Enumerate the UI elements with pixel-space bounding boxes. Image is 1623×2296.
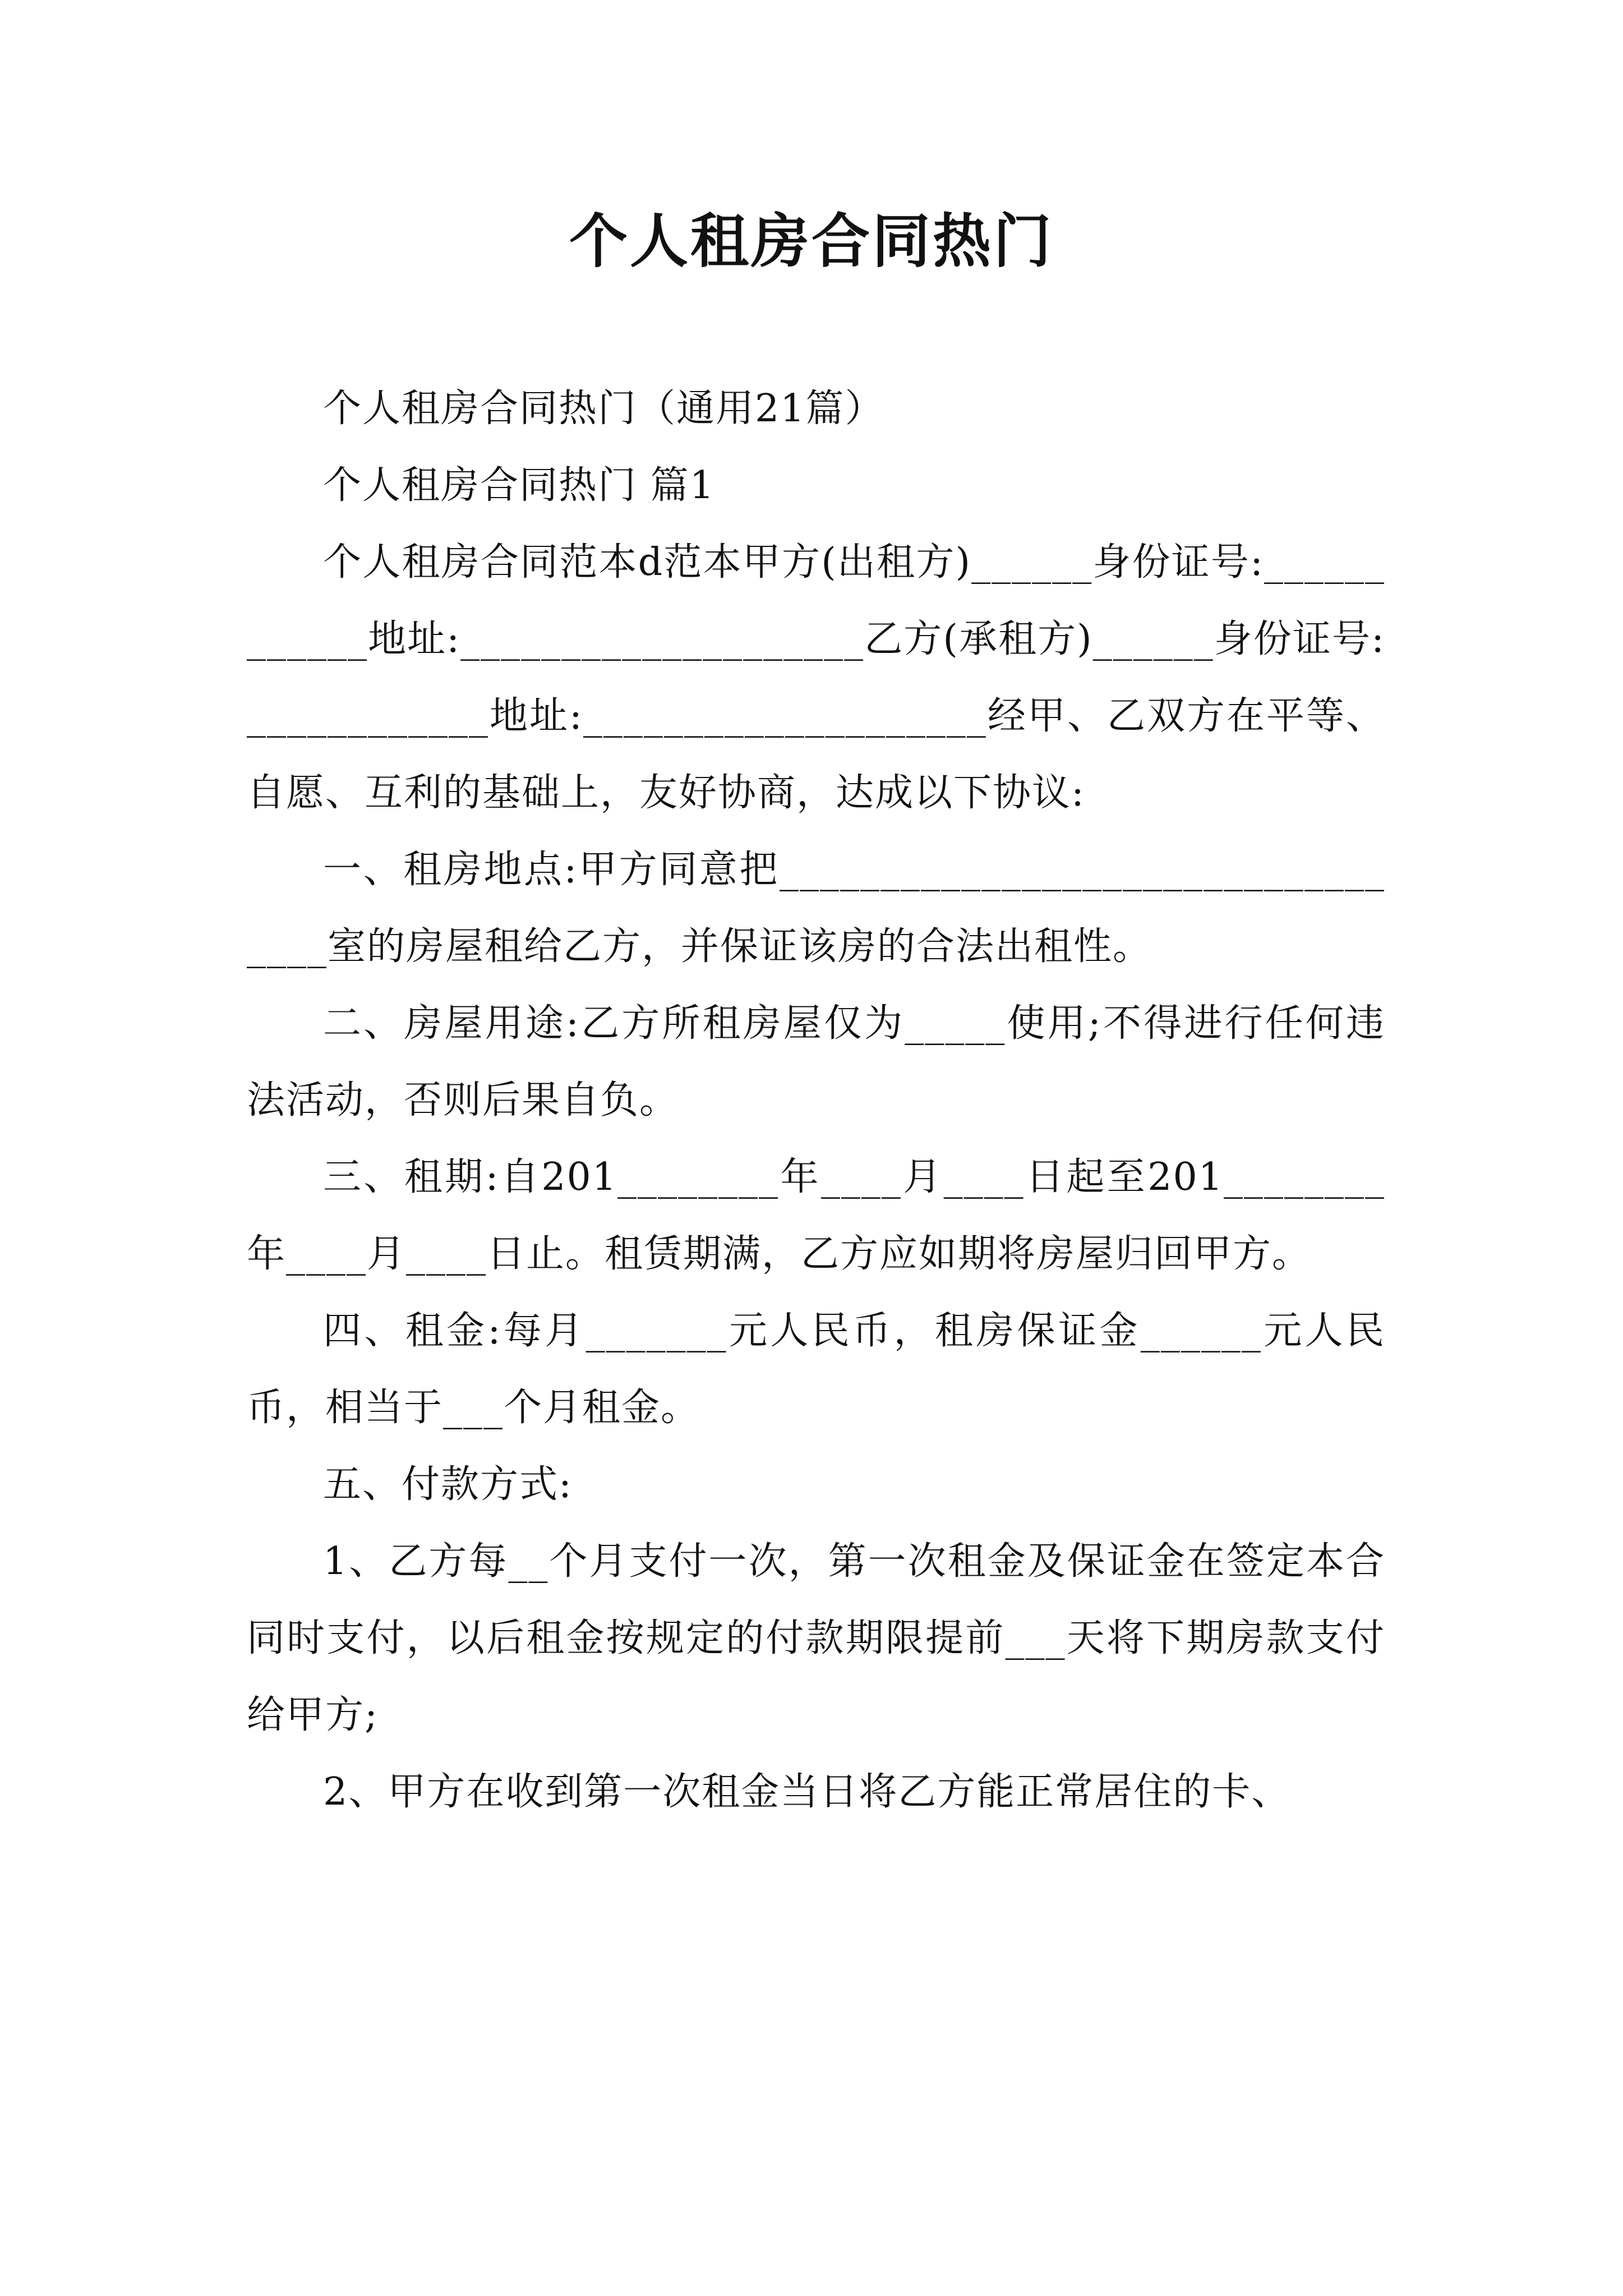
paragraph-parties: 个人租房合同范本d范本甲方(出租方)______身份证号:____________地址:____________________乙方(承租方)______身份证号:____________地址:____________________经甲、乙双方在平等、自愿、互利的基础上，友好协商，达成以下协议:	[247, 540, 1385, 815]
paragraph-clause-location: 一、租房地点:甲方同意把__________________________________室的房屋租给乙方，并保证该房的合法出租性。	[247, 848, 1385, 969]
paragraph-payment-item-2: 2、甲方在收到第一次租金当日将乙方能正常居住的卡、	[323, 1770, 1291, 1814]
paragraph-payment-item-1: 1、乙方每__个月支付一次，第一次租金及保证金在签定本合同时支付，以后租金按规定的付款期限提前___天将下期房款支付给甲方;	[247, 1539, 1385, 1737]
paragraph-clause-payment: 五、付款方式:	[323, 1462, 573, 1507]
document-body	[247, 370, 1385, 1830]
paragraph-section-heading: 个人租房合同热门 篇1	[323, 463, 715, 508]
paragraph-clause-usage: 二、房屋用途:乙方所租房屋仅为_____使用;不得进行任何违法活动，否则后果自负。	[247, 1001, 1385, 1122]
paragraph-clause-term: 三、租期:自201________年____月____日起至201________年____月____日止。租赁期满，乙方应如期将房屋归回甲方。	[247, 1155, 1385, 1276]
paragraph-collection-title: 个人租房合同热门（通用21篇）	[323, 386, 884, 431]
document-title: 个人租房合同热门	[569, 206, 1054, 275]
paragraph-clause-rent: 四、租金:每月_______元人民币，租房保证金______元人民币，相当于___个月租金。	[247, 1309, 1385, 1430]
